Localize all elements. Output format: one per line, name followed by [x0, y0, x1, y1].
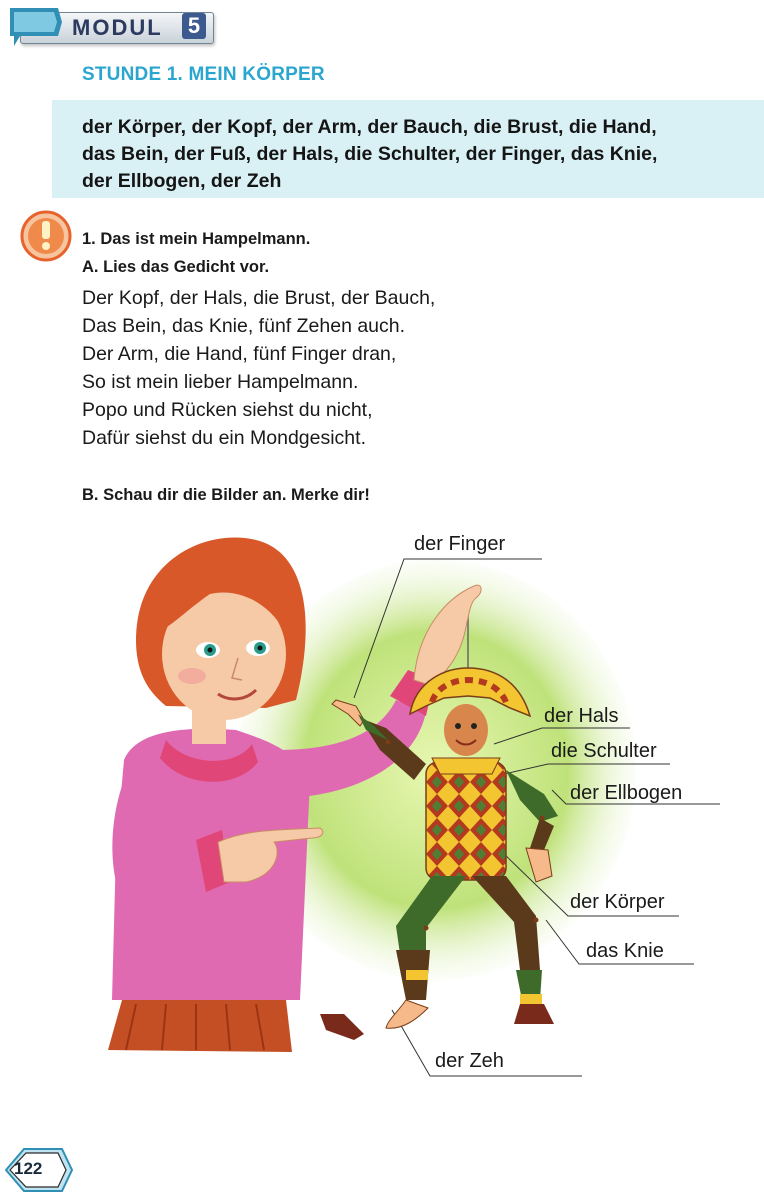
poem-line: Dafür siehst du ein Mondgesicht.	[82, 427, 366, 449]
label-hals: der Hals	[544, 705, 619, 727]
label-koerper: der Körper	[570, 891, 665, 913]
poem-line: Popo und Rücken siehst du nicht,	[82, 399, 373, 421]
module-label: MODUL	[72, 15, 163, 40]
label-finger: der Finger	[414, 533, 506, 555]
exercise-title: 1. Das ist mein Hampelmann.	[82, 230, 311, 248]
lesson-title: STUNDE 1. MEIN KÖRPER	[82, 64, 325, 85]
label-schulter: die Schulter	[551, 740, 657, 762]
label-knie: das Knie	[586, 940, 664, 962]
poem-line: Der Arm, die Hand, fünf Finger dran,	[82, 343, 397, 365]
vocabulary-list	[82, 114, 758, 195]
page-number: 122	[14, 1159, 43, 1178]
exercise-part-b: B. Schau dir die Bilder an. Merke dir!	[82, 486, 370, 504]
label-ellbogen: der Ellbogen	[570, 782, 683, 804]
exclamation-icon	[20, 208, 76, 264]
module-number: 5	[182, 13, 206, 39]
vocabulary-line: der Körper, der Kopf, der Arm, der Bauch, die Brust, die Hand,	[82, 116, 657, 138]
poem-line: Der Kopf, der Hals, die Brust, der Bauch,	[82, 287, 436, 309]
poem	[82, 284, 435, 452]
vocabulary-line: das Bein, der Fuß, der Hals, die Schulter, der Finger, das Knie,	[82, 143, 658, 165]
module-header	[10, 6, 210, 50]
exercise-part-a: A. Lies das Gedicht vor.	[82, 258, 270, 276]
module-flag-icon	[10, 6, 62, 46]
vocabulary-line: der Ellbogen, der Zeh	[82, 170, 282, 192]
poem-line: Das Bein, das Knie, fünf Zehen auch.	[82, 315, 406, 337]
girl-with-puppet-illustration	[96, 530, 764, 1090]
poem-line: So ist mein lieber Hampelmann.	[82, 371, 359, 393]
label-zeh: der Zeh	[435, 1050, 504, 1072]
